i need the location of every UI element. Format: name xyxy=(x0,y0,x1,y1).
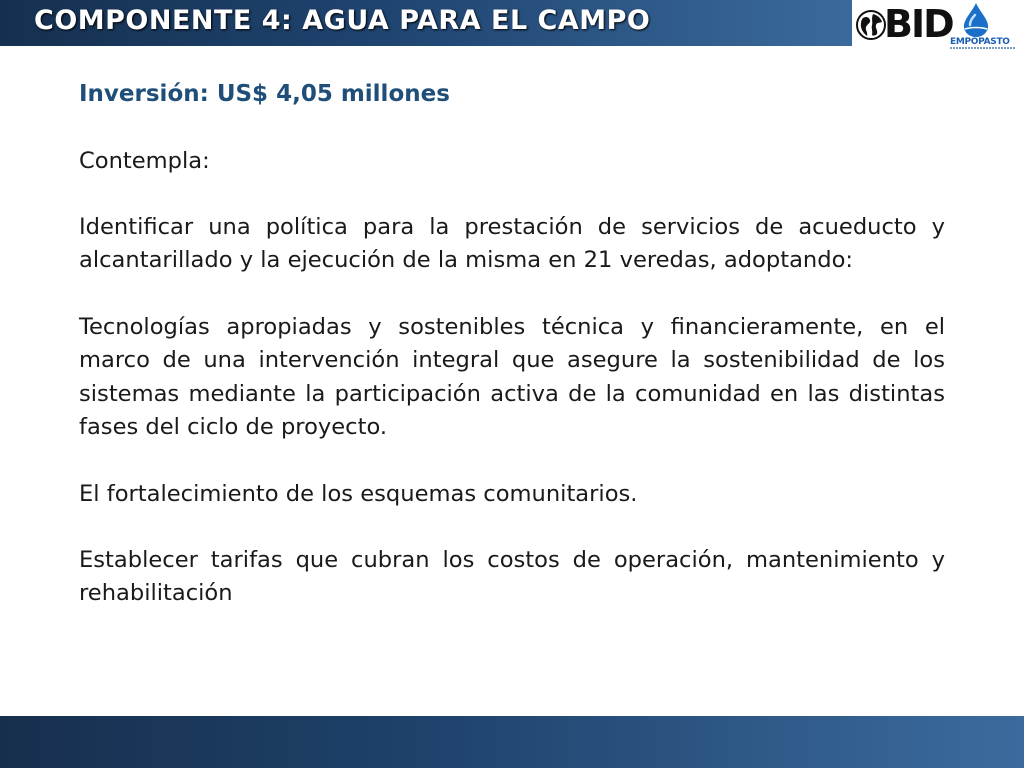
investment-heading: Inversión: US$ 4,05 millones xyxy=(79,81,450,107)
paragraph-tecnologias: Tecnologías apropiadas y sostenibles técnica y financieramente, en el marco de una intervención integral que asegure la sostenibilidad de los sistemas mediante la participación activa de la comunidad en las distintas fases del ciclo de proyecto. xyxy=(79,314,945,440)
paragraph-fortalecimiento: El fortalecimiento de los esquemas comunitarios. xyxy=(79,480,638,507)
contempla-label: Contempla: xyxy=(79,147,210,174)
bid-logo-text: BID xyxy=(884,2,953,46)
water-drop-icon xyxy=(961,2,991,38)
bid-logo xyxy=(856,2,953,46)
slide-title: COMPONENTE 4: AGUA PARA EL CAMPO xyxy=(34,5,651,36)
empopasto-logo-text: EMPOPASTO xyxy=(950,37,1010,47)
title-bar xyxy=(0,0,852,46)
logo-area xyxy=(852,0,1024,50)
paragraph-tarifas: Establecer tarifas que cubran los costos de operación, mantenimiento y rehabilitación xyxy=(79,547,945,607)
footer-bar xyxy=(0,716,1024,768)
globe-icon xyxy=(856,10,886,40)
empopasto-tagline xyxy=(950,47,1016,49)
paragraph-identificar: Identificar una política para la prestación de servicios de acueducto y alcantarillado y la ejecución de la misma en 21 veredas, adoptando: xyxy=(79,214,945,274)
slide-body xyxy=(79,78,945,644)
empopasto-logo xyxy=(950,2,1020,48)
